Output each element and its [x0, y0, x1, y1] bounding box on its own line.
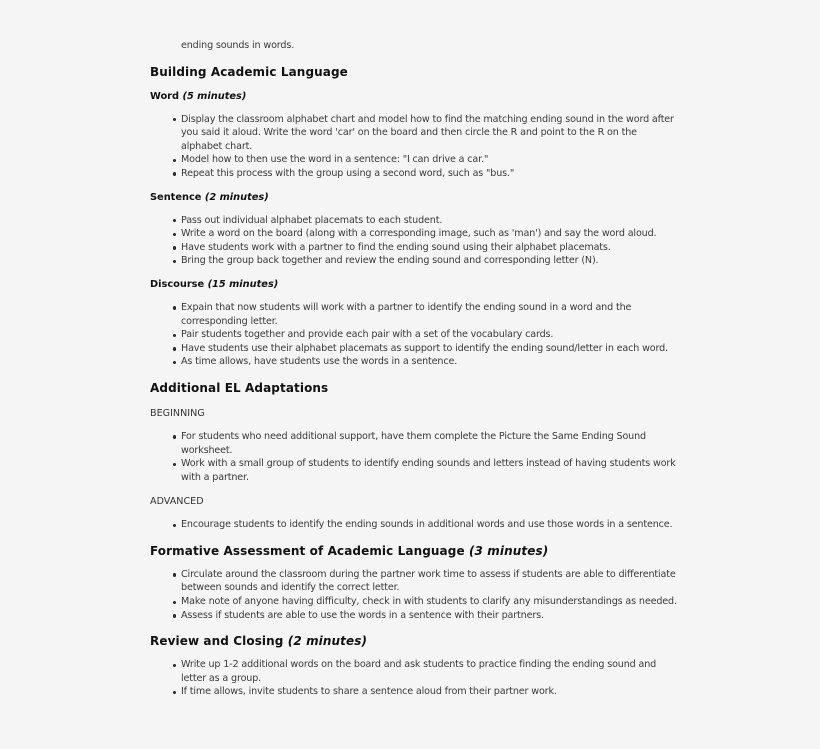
bullet-list — [150, 658, 680, 699]
section-formative-assessment — [150, 543, 680, 622]
subsection-word — [150, 90, 680, 181]
level-advanced — [150, 495, 680, 532]
list-item: Work with a small group of students to identify ending sounds and letters instead of having students work with a partner. — [181, 457, 680, 484]
bullet-list — [150, 568, 680, 622]
list-item: Expain that now students will work with a partner to identify the ending sound in a word and the corresponding letter. — [181, 301, 680, 328]
section-heading-text: Review and Closing — [150, 634, 284, 649]
list-item: Make note of anyone having difficulty, check in with students to clarify any misunderstandings as needed. — [181, 595, 680, 609]
subsection-discourse — [150, 278, 680, 369]
subsection-duration: (5 minutes) — [182, 90, 247, 102]
list-item: Have students work with a partner to find the ending sound using their alphabet placemats. — [181, 241, 680, 255]
subsection-title: Sentence — [150, 191, 202, 203]
section-heading-duration: (3 minutes) — [468, 543, 549, 558]
subsection-title: Word — [150, 90, 180, 102]
list-item: Bring the group back together and review the ending sound and corresponding letter (N). — [181, 254, 680, 268]
bullet-list — [150, 113, 680, 181]
list-item: Repeat this process with the group using a second word, such as "bus." — [181, 167, 680, 181]
subsection-sentence — [150, 191, 680, 268]
subsection-title: Discourse — [150, 278, 205, 290]
list-item: Write up 1-2 additional words on the board and ask students to practice finding the ending sound and letter as a group. — [181, 658, 680, 685]
list-item: As time allows, have students use the words in a sentence. — [181, 355, 680, 369]
section-heading-text: Building Academic Language — [150, 64, 348, 79]
bullet-list — [150, 301, 680, 369]
list-item: Write a word on the board (along with a corresponding image, such as 'man') and say the word aloud. — [181, 227, 680, 241]
section-heading — [150, 380, 680, 396]
section-heading — [150, 64, 680, 80]
bullet-list — [150, 214, 680, 268]
list-item: Display the classroom alphabet chart and model how to find the matching ending sound in the word after you said it aloud. Write the word 'car' on the board and then circle the R and point to the R on the alphabet chart. — [181, 113, 680, 154]
list-item: For students who need additional support, have them complete the Picture the Same Ending Sound worksheet. — [181, 430, 680, 457]
list-item: Pass out individual alphabet placemats to each student. — [181, 214, 680, 228]
list-item: Model how to then use the word in a sentence: "I can drive a car." — [181, 153, 680, 167]
subsection-heading — [150, 191, 680, 205]
level-label: ADVANCED — [150, 496, 204, 508]
list-item: Assess if students are able to use the words in a sentence with their partners. — [181, 609, 680, 623]
list-item: Circulate around the classroom during the partner work time to assess if students are able to differentiate between sounds and identify the correct letter. — [181, 568, 680, 595]
list-item: Pair students together and provide each pair with a set of the vocabulary cards. — [181, 328, 680, 342]
bullet-list — [150, 518, 680, 532]
section-heading — [150, 543, 680, 559]
subsection-duration: (2 minutes) — [204, 191, 269, 203]
bullet-list — [150, 430, 680, 484]
subsection-heading — [150, 278, 680, 292]
list-item: If time allows, invite students to share a sentence aloud from their partner work. — [181, 685, 680, 699]
level-label: BEGINNING — [150, 407, 205, 419]
subsection-heading — [150, 90, 680, 104]
section-review-and-closing — [150, 633, 680, 699]
section-building-academic-language — [150, 64, 680, 369]
section-heading-text: Formative Assessment of Academic Language — [150, 543, 465, 558]
section-additional-el-adaptations — [150, 380, 680, 532]
section-heading — [150, 633, 680, 649]
section-heading-text: Additional EL Adaptations — [150, 380, 329, 395]
subsection-duration: (15 minutes) — [207, 278, 279, 290]
lesson-plan-document — [150, 39, 680, 699]
level-beginning — [150, 407, 680, 484]
section-heading-duration: (2 minutes) — [287, 634, 368, 649]
list-item: Encourage students to identify the ending sounds in additional words and use those words in a sentence. — [181, 518, 680, 532]
list-item: Have students use their alphabet placemats as support to identify the ending sound/letter in each word. — [181, 342, 680, 356]
continuation-text: ending sounds in words. — [181, 40, 295, 51]
